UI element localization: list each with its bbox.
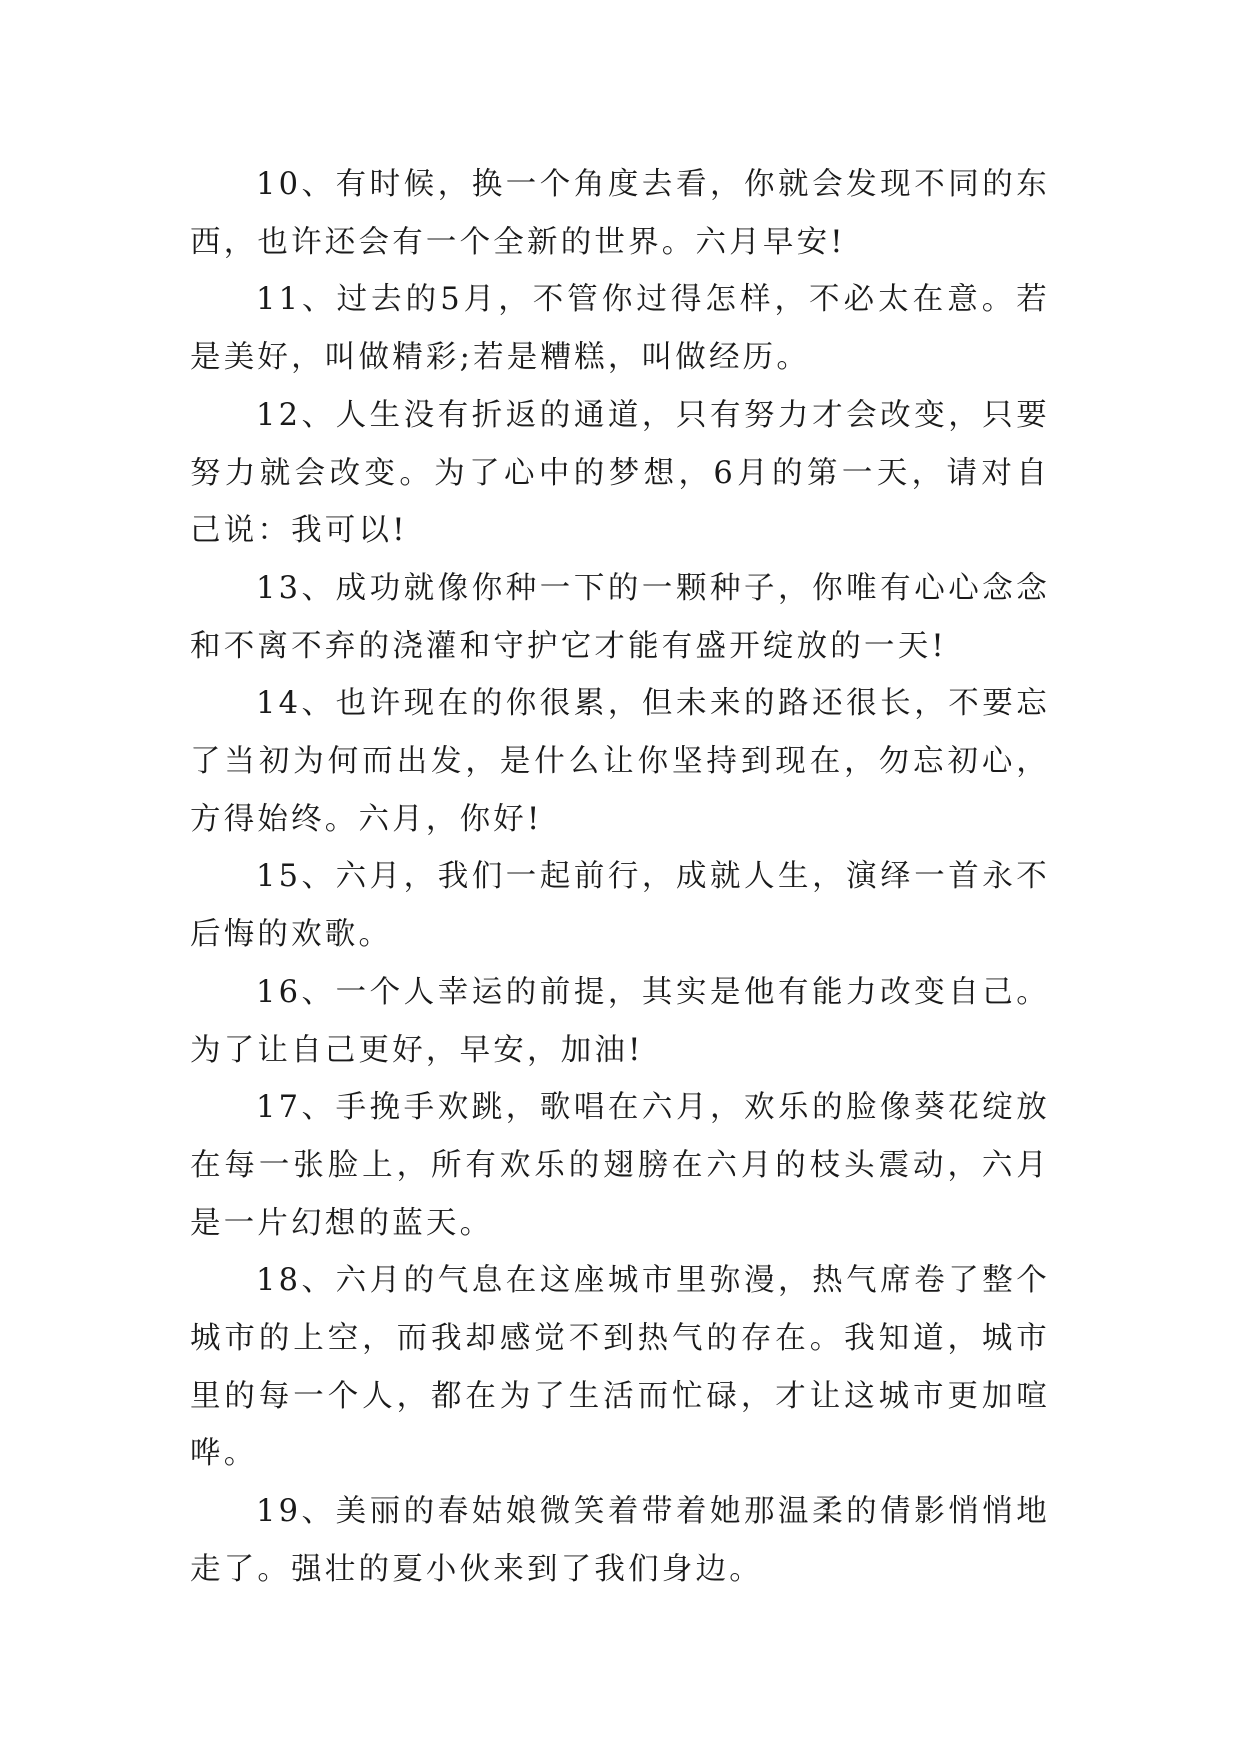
document-body	[190, 156, 1050, 1599]
paragraph-16: 16、一个人幸运的前提，其实是他有能力改变自己。为了让自己更好，早安，加油!	[190, 974, 1050, 1068]
paragraph-14: 14、也许现在的你很累，但未来的路还很长，不要忘了当初为何而出发，是什么让你坚持到现在，勿忘初心，方得始终。六月，你好!	[190, 686, 1050, 837]
paragraph-18: 18、六月的气息在这座城市里弥漫，热气席卷了整个城市的上空，而我却感觉不到热气的存在。我知道，城市里的每一个人，都在为了生活而忙碌，才让这城市更加喧哗。	[190, 1263, 1050, 1472]
paragraph-13: 13、成功就像你种一下的一颗种子，你唯有心心念念和不离不弃的浇灌和守护它才能有盛开绽放的一天!	[190, 570, 1050, 664]
paragraph-11: 11、过去的5月，不管你过得怎样，不必太在意。若是美好，叫做精彩;若是糟糕，叫做经历。	[190, 282, 1050, 376]
paragraph-19: 19、美丽的春姑娘微笑着带着她那温柔的倩影悄悄地走了。强壮的夏小伙来到了我们身边。	[190, 1494, 1050, 1587]
paragraph-17: 17、手挽手欢跳，歌唱在六月，欢乐的脸像葵花绽放在每一张脸上，所有欢乐的翅膀在六月的枝头震动，六月是一片幻想的蓝天。	[190, 1090, 1050, 1241]
paragraph-10: 10、有时候，换一个角度去看，你就会发现不同的东西，也许还会有一个全新的世界。六月早安!	[190, 167, 1050, 260]
paragraph-12: 12、人生没有折返的通道，只有努力才会改变，只要努力就会改变。为了心中的梦想，6月的第一天，请对自己说：我可以!	[190, 397, 1050, 549]
paragraph-15: 15、六月，我们一起前行，成就人生，演绎一首永不后悔的欢歌。	[190, 859, 1050, 953]
